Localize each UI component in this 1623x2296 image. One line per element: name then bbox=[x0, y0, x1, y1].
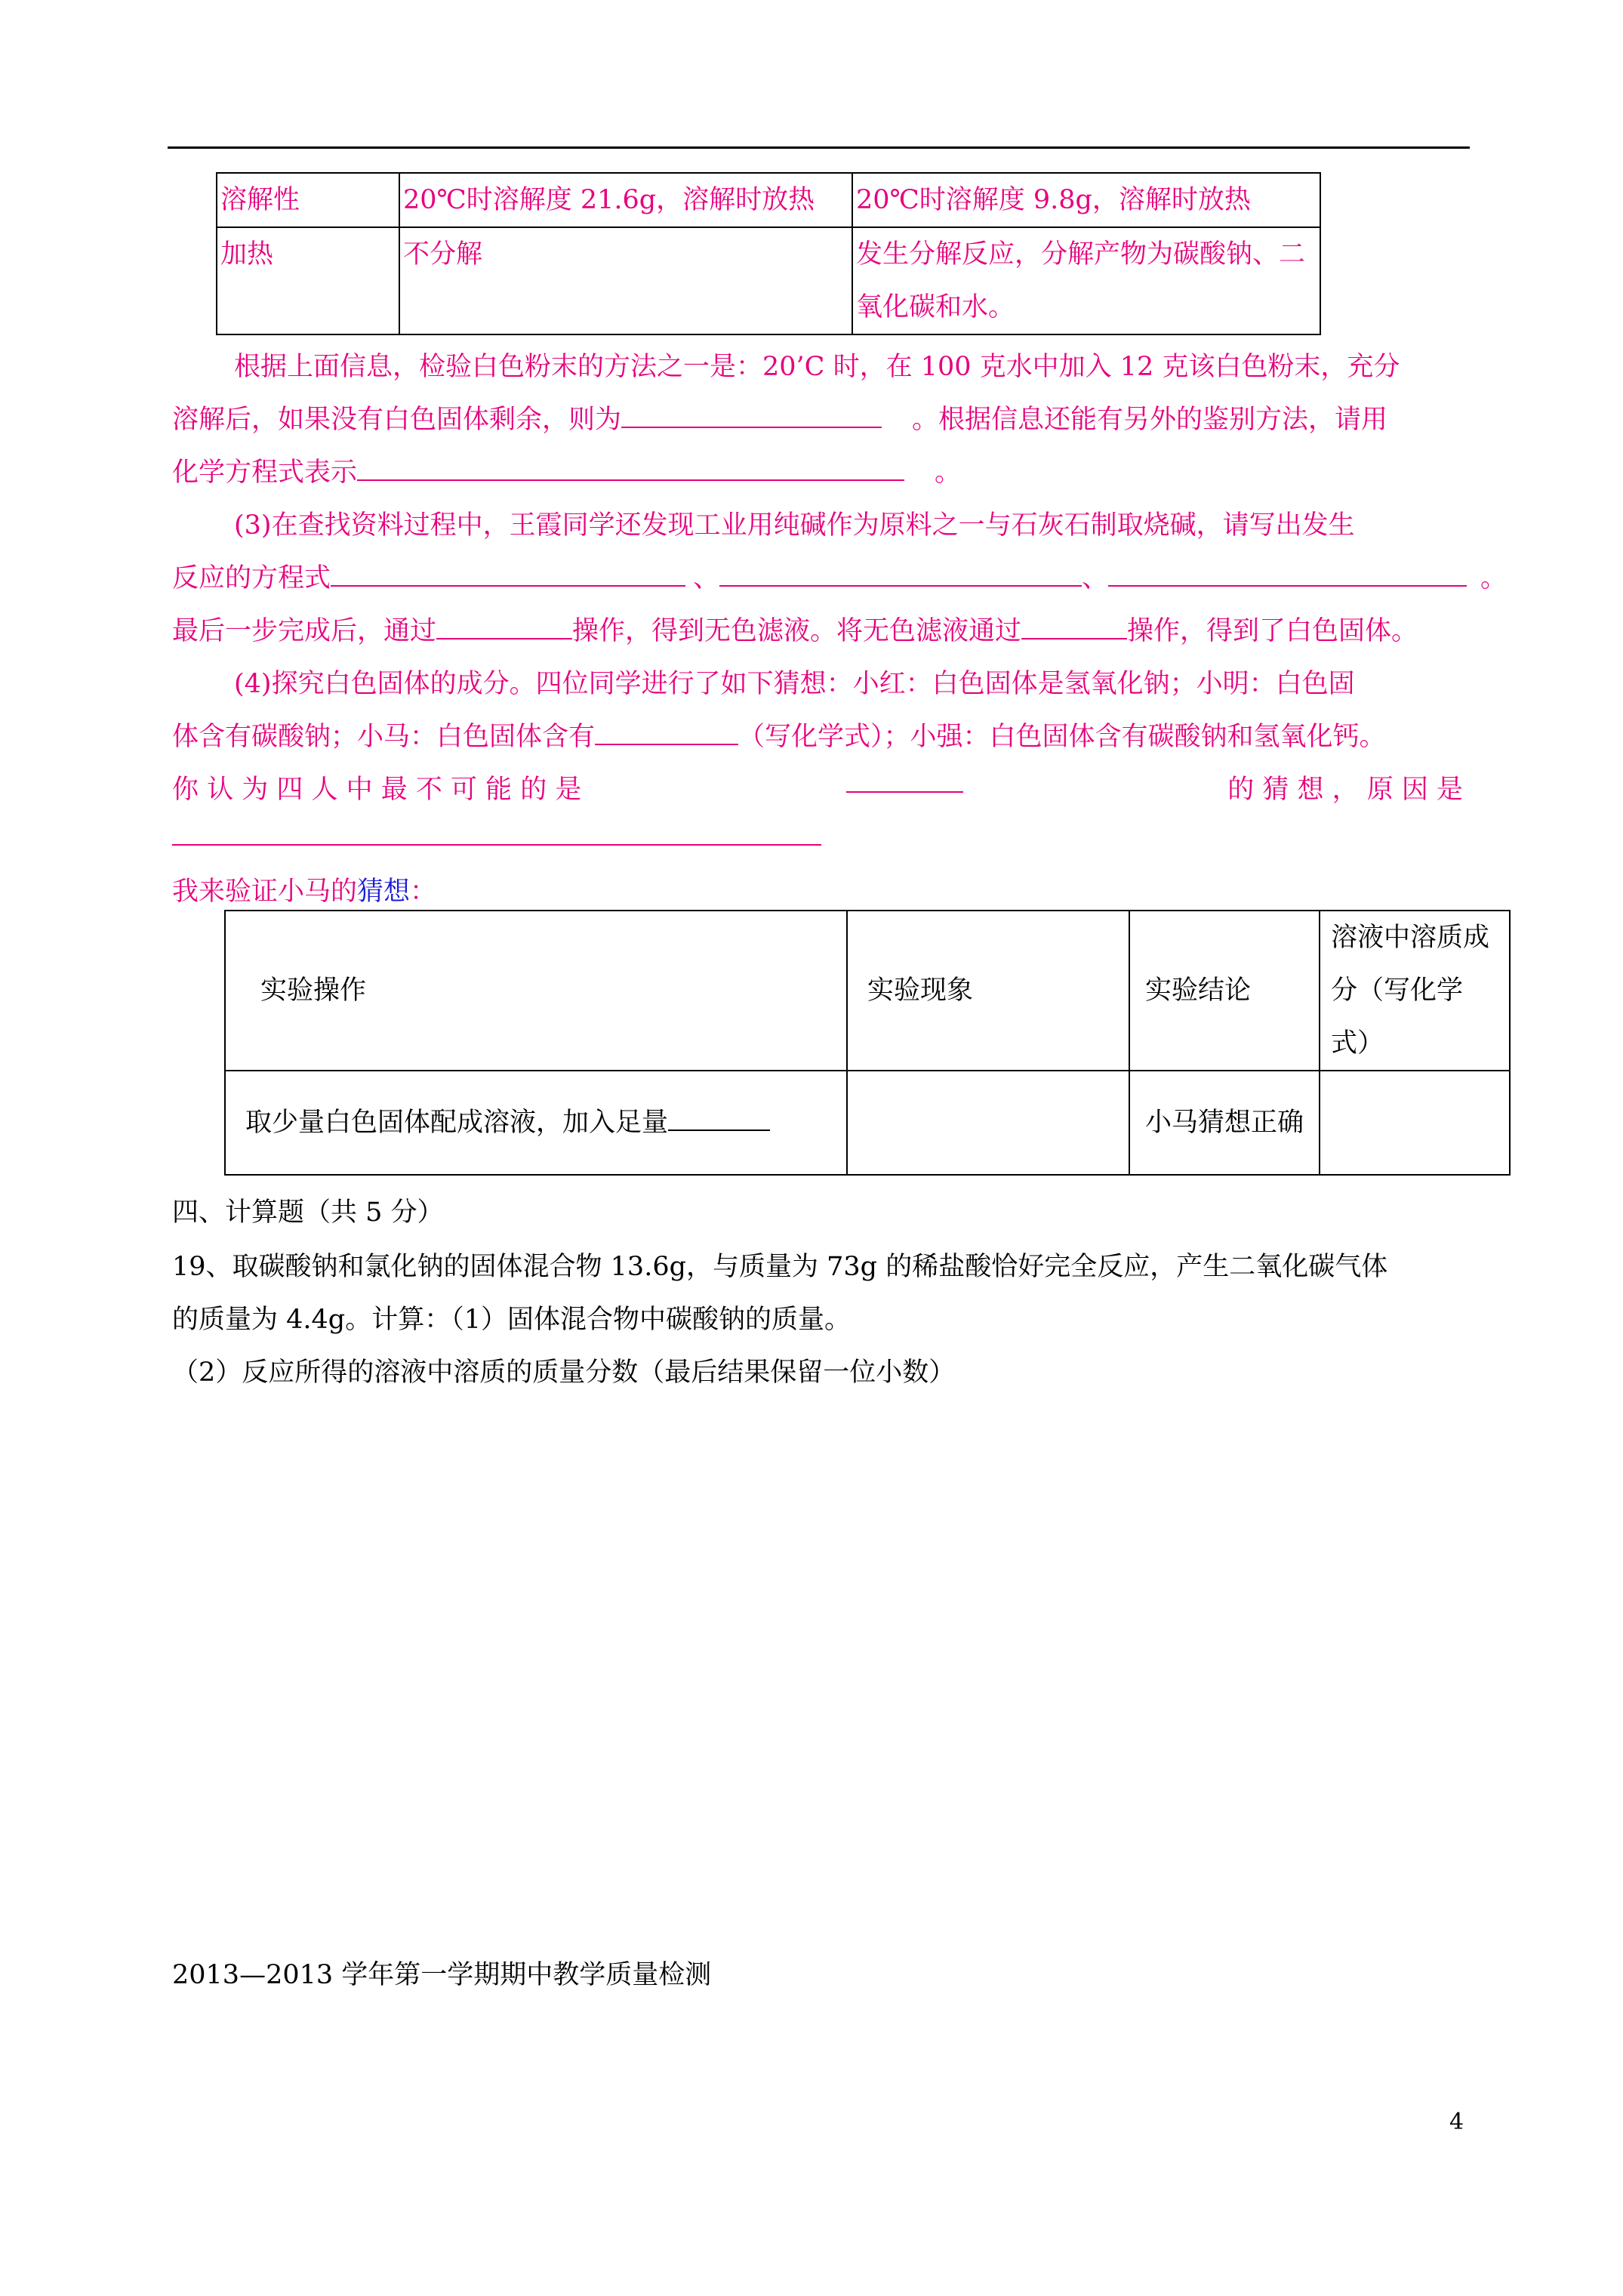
answer-blank[interactable] bbox=[846, 769, 963, 793]
table-row bbox=[225, 1071, 1510, 1175]
para1-line2 bbox=[172, 399, 1387, 436]
table-row bbox=[217, 173, 1320, 227]
question-19-line2: 的质量为 4.4g。计算：（1）固体混合物中碳酸钠的质量。 bbox=[172, 1305, 851, 1335]
properties-table bbox=[216, 172, 1321, 335]
table-cell[interactable] bbox=[847, 1071, 1129, 1175]
header-rule bbox=[168, 146, 1470, 149]
text: 猜想 bbox=[357, 877, 411, 907]
text: ： bbox=[410, 877, 437, 907]
text: 的 猜 想 ， 原 因 是 bbox=[1227, 775, 1463, 805]
question-19-line3: （2）反应所得的溶液中溶质的质量分数（最后结果保留一位小数） bbox=[172, 1358, 956, 1388]
text: 我来验证小马的 bbox=[172, 877, 358, 907]
verify-heading bbox=[172, 871, 436, 908]
answer-blank[interactable] bbox=[436, 615, 572, 639]
text: 。 bbox=[1480, 563, 1508, 593]
para1-line3 bbox=[172, 451, 961, 489]
answer-blank[interactable] bbox=[595, 721, 738, 745]
table-cell: 加热 bbox=[217, 227, 399, 334]
para1-line1: 根据上面信息，检验白色粉末的方法之一是：20’C 时，在 100 克水中加入 12 克该白色粉末，充分 bbox=[234, 352, 1400, 382]
text: 最后一步完成后，通过 bbox=[172, 616, 437, 646]
text: 。根据信息还能有另外的鉴别方法，请用 bbox=[912, 405, 1388, 435]
text: 操作，得到无色滤液。将无色滤液通过 bbox=[572, 616, 1022, 646]
exam-title: 2013—2013 学年第一学期期中教学质量检测 bbox=[172, 1960, 712, 1990]
table-header-row bbox=[225, 911, 1510, 1071]
text: 、 bbox=[693, 563, 720, 593]
table-cell bbox=[225, 1071, 847, 1175]
page-number: 4 bbox=[1449, 2109, 1464, 2135]
text: 、 bbox=[1082, 563, 1109, 593]
answer-blank[interactable] bbox=[668, 1107, 770, 1131]
text: 体含有碳酸钠；小马：白色固体含有 bbox=[172, 722, 596, 752]
para3-line1: (4)探究白色固体的成分。四位同学进行了如下猜想：小红：白色固体是氢氧化钠；小明：白色固 bbox=[234, 669, 1355, 699]
header-cell: 实验操作 bbox=[225, 911, 847, 1071]
para3-line2 bbox=[172, 716, 1386, 754]
table-cell: 小马猜想正确 bbox=[1129, 1071, 1320, 1175]
header-cell: 实验现象 bbox=[847, 911, 1129, 1071]
text: 操作，得到了白色固体。 bbox=[1127, 616, 1418, 646]
section-title: 四、计算题（共 5 分） bbox=[172, 1197, 444, 1228]
para2-line2 bbox=[172, 557, 1507, 595]
text: 反应的方程式 bbox=[172, 563, 331, 593]
question-19-line1: 19、取碳酸钠和氯化钠的固体混合物 13.6g，与质量为 73g 的稀盐酸恰好完全反应，产生二氧化碳气体 bbox=[172, 1252, 1388, 1282]
answer-blank[interactable] bbox=[1108, 562, 1467, 587]
header-cell: 溶液中溶质成分（写化学式） bbox=[1320, 911, 1510, 1071]
answer-blank[interactable] bbox=[331, 562, 685, 587]
table-cell: 溶解性 bbox=[217, 173, 399, 227]
text: 取少量白色固体配成溶液，加入足量 bbox=[245, 1108, 669, 1138]
table-cell: 20℃时溶解度 9.8g，溶解时放热 bbox=[852, 173, 1320, 227]
table-row bbox=[217, 227, 1320, 334]
table-cell: 不分解 bbox=[399, 227, 852, 334]
answer-blank-long[interactable] bbox=[172, 844, 821, 846]
text: 。 bbox=[935, 458, 962, 488]
text: （写化学式）；小强：白色固体含有碳酸钠和氢氧化钙。 bbox=[738, 722, 1386, 752]
answer-blank[interactable] bbox=[357, 457, 904, 481]
para3-line3 bbox=[172, 769, 1463, 806]
text: 化学方程式表示 bbox=[172, 458, 358, 488]
para2-line3 bbox=[172, 610, 1418, 648]
para2-line1: (3)在查找资料过程中，王霞同学还发现工业用纯碱作为原料之一与石灰石制取烧碱，请写出发生 bbox=[234, 510, 1355, 541]
table-cell[interactable] bbox=[1320, 1071, 1510, 1175]
answer-blank[interactable] bbox=[719, 562, 1082, 587]
answer-blank[interactable] bbox=[1021, 615, 1127, 639]
header-cell: 实验结论 bbox=[1129, 911, 1320, 1071]
text: 你 认 为 四 人 中 最 不 可 能 的 是 bbox=[172, 775, 582, 805]
text: 溶解后，如果没有白色固体剩余，则为 bbox=[172, 405, 622, 435]
answer-blank[interactable] bbox=[621, 404, 882, 428]
table-cell: 20℃时溶解度 21.6g，溶解时放热 bbox=[399, 173, 852, 227]
experiment-table bbox=[224, 910, 1511, 1176]
table-cell: 发生分解反应，分解产物为碳酸钠、二氧化碳和水。 bbox=[852, 227, 1320, 334]
